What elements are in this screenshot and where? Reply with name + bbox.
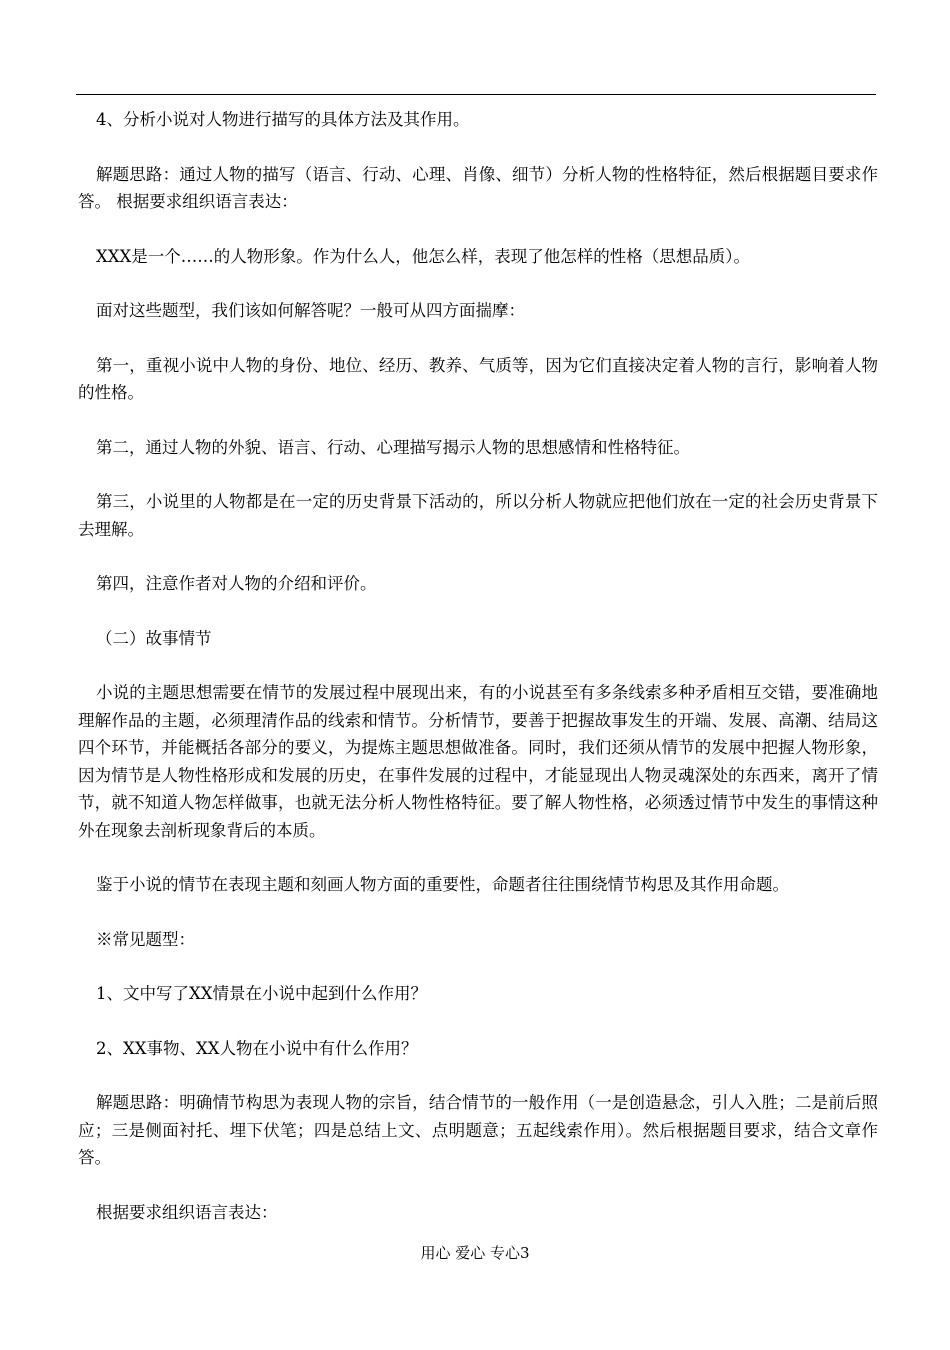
paragraph-aspect-1: 第一，重视小说中人物的身份、地位、经历、教养、气质等，因为它们直接决定着人物的言行，影响着人物的性格。: [78, 355, 878, 402]
paragraph-solution-approach: 解题思路：通过人物的描写（语言、行动、心理、肖像、细节）分析人物的性格特征，然后根据题目要求作答。 根据要求组织语言表达：: [78, 164, 878, 211]
paragraph-question-type-1: 1、文中写了XX情景在小说中起到什么作用？: [96, 984, 427, 1003]
paragraph-organize-language: 根据要求组织语言表达：: [96, 1202, 278, 1222]
paragraph-answer-template: XXX是一个……的人物形象。作为什么人，他怎么样，表现了他怎样的性格（思想品质）。: [96, 246, 750, 266]
paragraph-aspect-4: 第四，注意作者对人物的介绍和评价。: [96, 574, 377, 593]
paragraph-aspect-2: 第二，通过人物的外貌、语言、行动、心理描写揭示人物的思想感情和性格特征。: [96, 437, 690, 457]
header-rule: [76, 94, 876, 95]
paragraph-plot-importance: 鉴于小说的情节在表现主题和刻画人物方面的重要性，命题者往往围绕情节构思及其作用命题。: [96, 875, 789, 894]
paragraph-four-aspects-intro: 面对这些题型，我们该如何解答呢？一般可从四方面揣摩：: [96, 301, 525, 320]
paragraph-question-type-2: 2、XX事物、XX人物在小说中有什么作用？: [96, 1038, 418, 1058]
paragraph-question-4: 4、分析小说对人物进行描写的具体方法及其作用。: [96, 110, 470, 129]
document-body: [78, 106, 878, 1226]
paragraph-aspect-3: 第三，小说里的人物都是在一定的历史背景下活动的，所以分析人物就应把他们放在一定的社会历史背景下去理解。: [78, 492, 878, 539]
paragraph-plot-solution-approach: 解题思路：明确情节构思为表现人物的宗旨，结合情节的一般作用（一是创造悬念，引人入胜；二是前后照应；三是侧面衬托、埋下伏笔；四是总结上文、点明题意；五起线索作用）。然后根据题目要求，结合文章作答。: [78, 1093, 878, 1167]
section-heading-plot: （二）故事情节: [96, 628, 212, 648]
page-footer: 用心 爱心 专心3: [420, 1244, 530, 1262]
paragraph-plot-theme: 小说的主题思想需要在情节的发展过程中展现出来，有的小说甚至有多条线索多种矛盾相互交错，要准确地理解作品的主题，必须理清作品的线索和情节。分析情节，要善于把握故事发生的开端、发展、高潮、结局这四个环节，并能概括各部分的要义，为提炼主题思想做准备。同时，我们还须从情节的发展中把握人物形象，因为情节是人物性格形成和发展的历史，在事件发展的过程中，才能显现出人物灵魂深处的东西来，离开了情节，就不知道人物怎样做事，也就无法分析人物性格特征。要了解人物性格，必须透过情节中发生的事情这种外在现象去剖析现象背后的本质。: [78, 683, 878, 840]
paragraph-common-question-types: ※常见题型：: [96, 929, 195, 949]
